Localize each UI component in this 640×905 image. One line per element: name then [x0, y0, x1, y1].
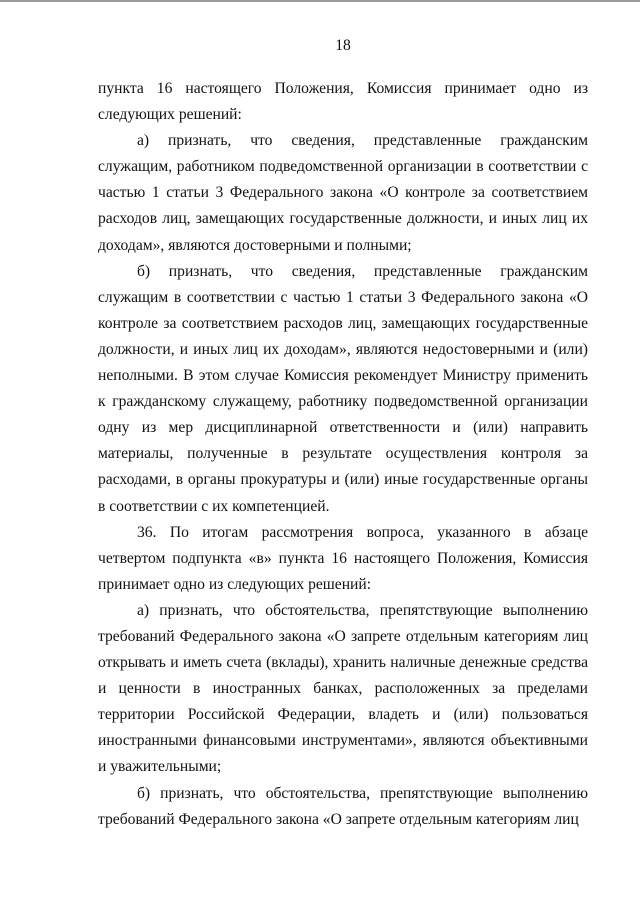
paragraph-clause-36: 36. По итогам рассмотрения вопроса, указанного в абзаце четвертом подпункта «в» пункта 16 настоящего Положения, Комиссия принимает одно из следующих решений:: [98, 523, 588, 593]
paragraph-clause-36-item-b: б) признать, что обстоятельства, препятствующие выполнению требований Федерального закона «О запрете отдельным категориям лиц: [98, 784, 588, 828]
page-number: 18: [335, 37, 351, 54]
paragraph-item-b-inaccurate: б) признать, что сведения, представленные гражданским служащим в соответствии с частью 1 статьи 3 Федерального закона «О контроле за соответствием расходов лиц, замещающих государственные должности, и иных лиц их доходам», являются недостоверными и (или) неполными. В этом случае Комиссия рекомендует Министру применить к гражданскому служащему, работнику подведомственной организации одну из мер дисциплинарной ответственности и (или) направить материалы, полученные в результате осуществления контроля за расходами, в органы прокуратуры и (или) иные государственные органы в соответствии с их компетенцией.: [98, 262, 588, 515]
document-body: [98, 76, 588, 833]
paragraph-continuation: пункта 16 настоящего Положения, Комиссия принимает одно из следующих решений:: [98, 80, 588, 124]
paragraph-clause-36-item-a: а) признать, что обстоятельства, препятствующие выполнению требований Федерального закона «О запрете отдельным категориям лиц открывать и иметь счета (вклады), хранить наличные денежные средства и ценности в иностранных банках, расположенных за пределами территории Российской Федерации, владеть и (или) пользоваться иностранными финансовыми инструментами», являются объективными и уважительными;: [98, 601, 588, 776]
scan-top-edge: [0, 0, 640, 2]
paragraph-item-a-accurate: а) признать, что сведения, представленные гражданским служащим, работником подведомственной организации в соответствии с частью 1 статьи 3 Федерального закона «О контроле за соответствием расходов лиц, замещающих государственные должности, и иных лиц их доходам», являются достоверными и полными;: [98, 132, 588, 254]
